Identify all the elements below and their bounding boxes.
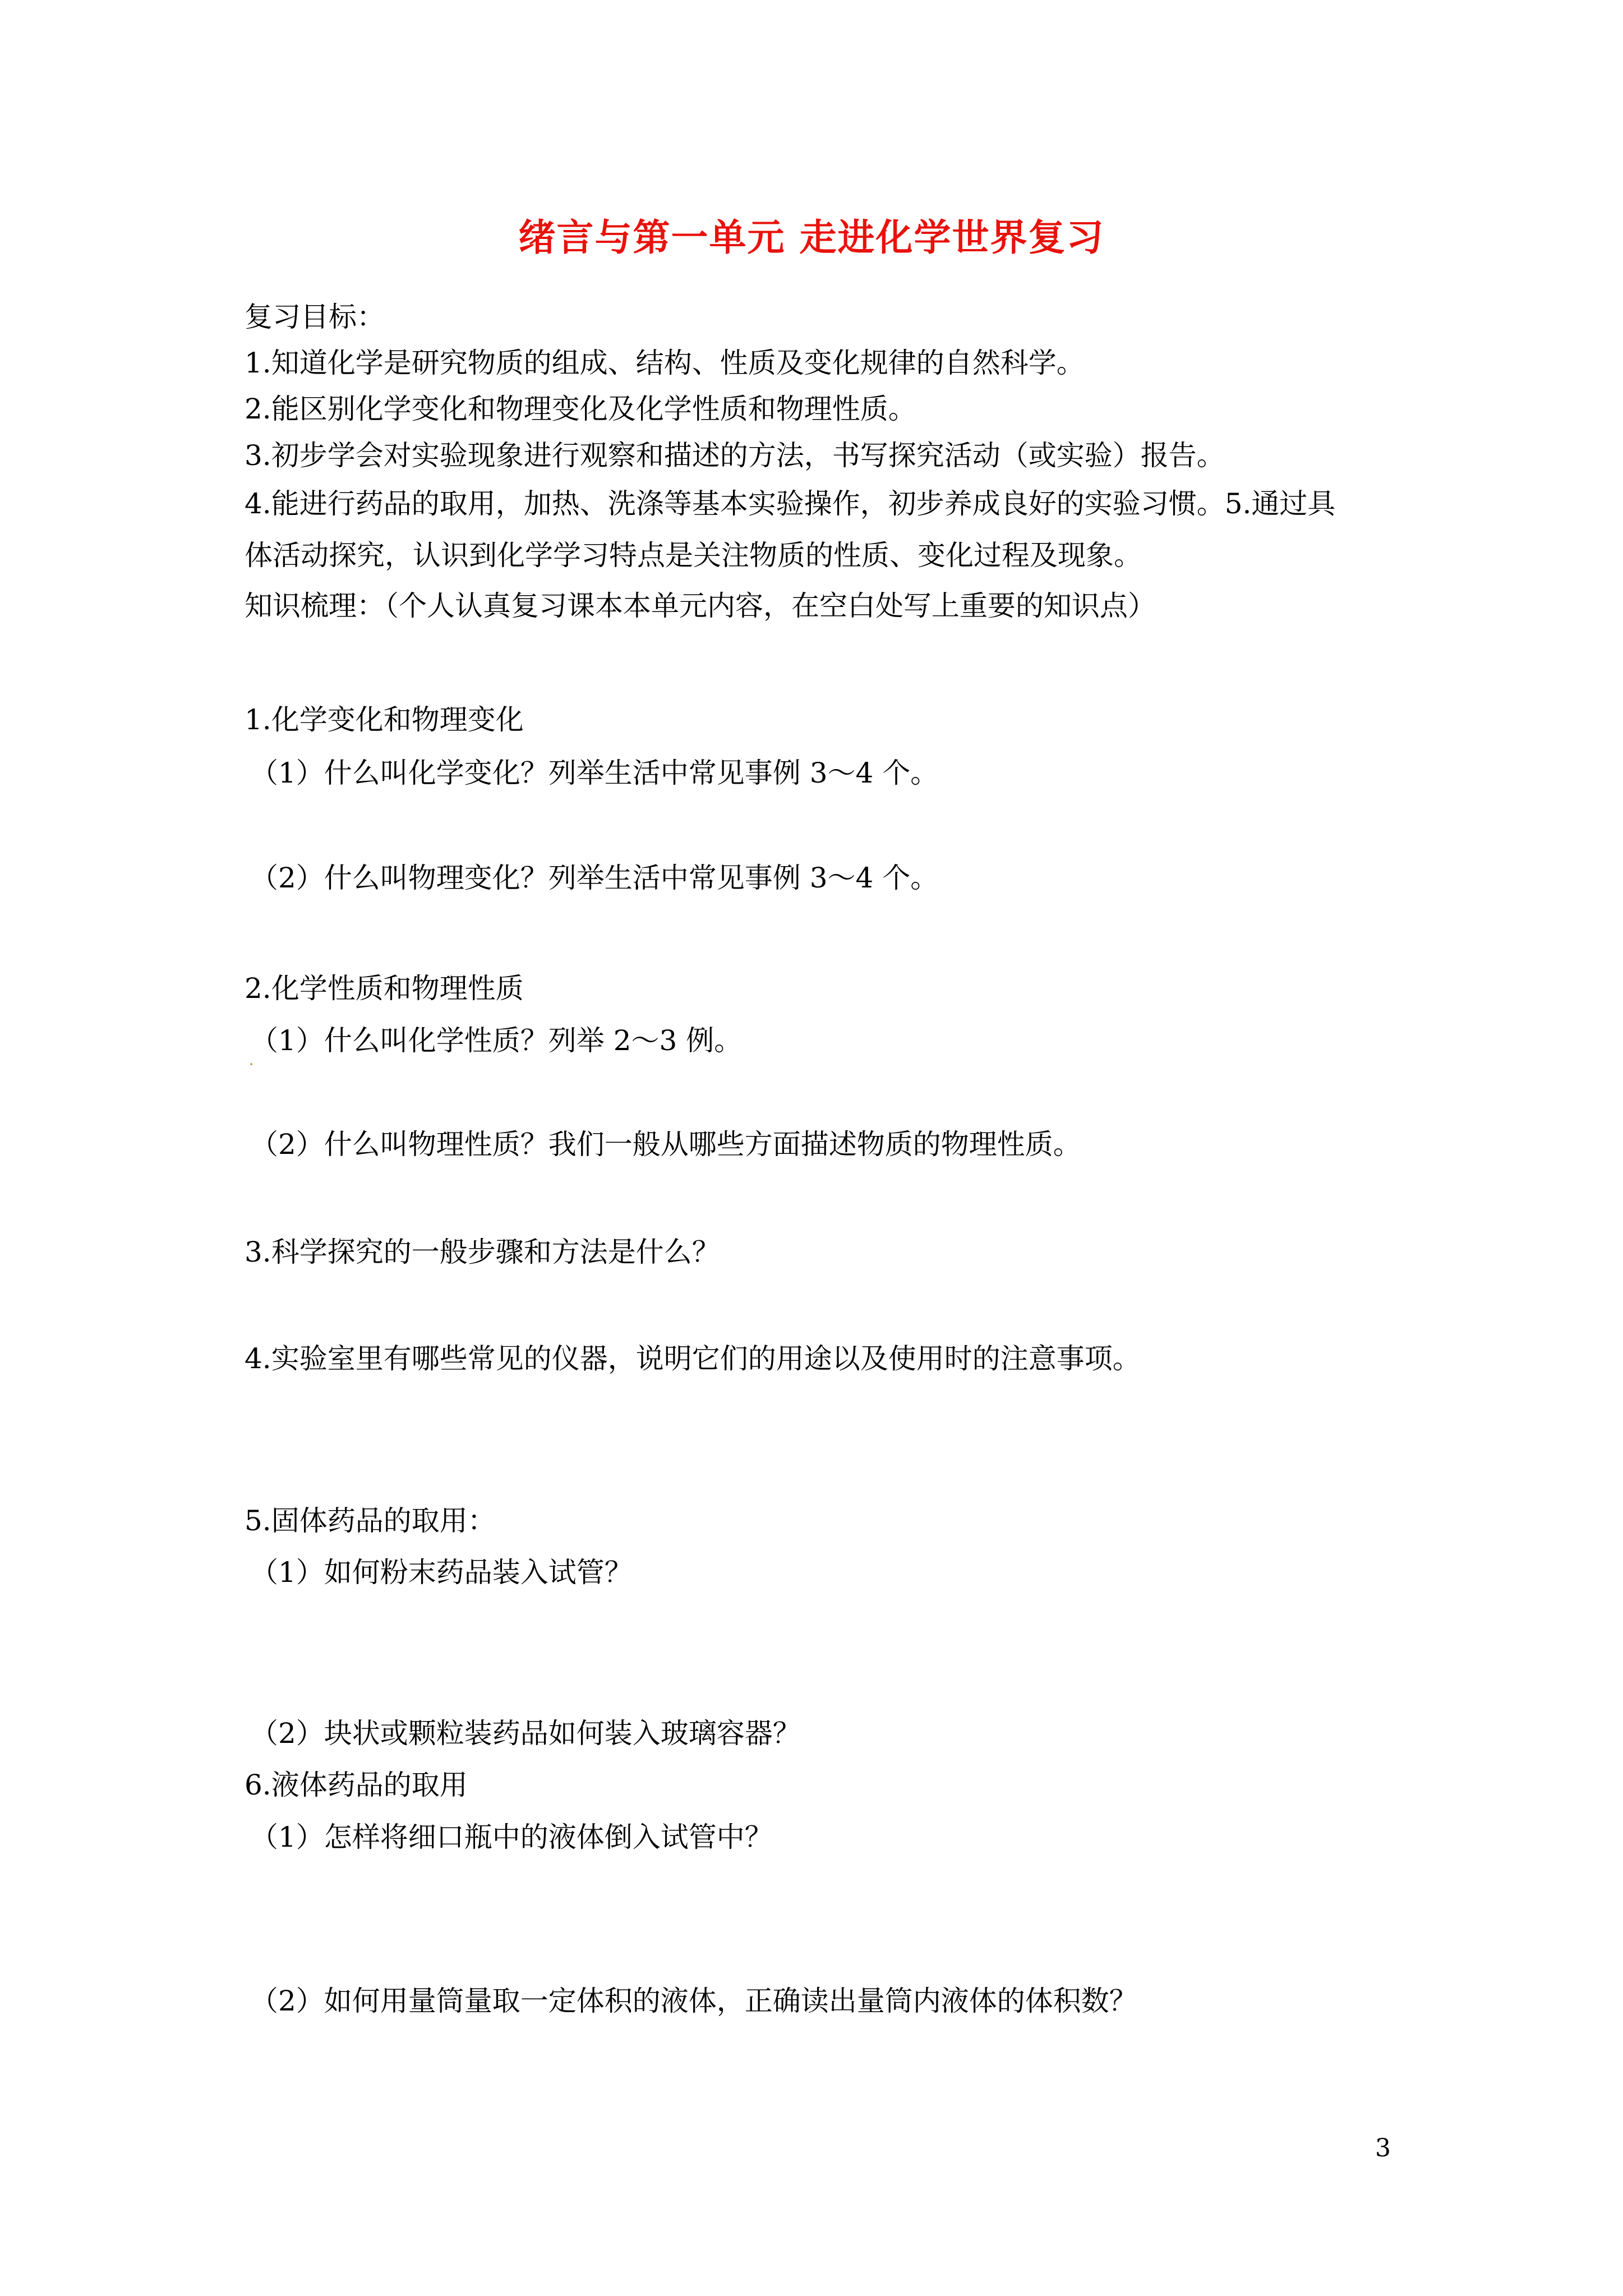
section-3-heading: 3.科学探究的一般步骤和方法是什么？ xyxy=(245,1236,720,1268)
goal-item-2: 2.能区别化学变化和物理变化及化学性质和物理性质。 xyxy=(245,393,916,425)
question-1-2: （2）什么叫物理变化？列举生活中常见事例 3～4 个。 xyxy=(250,862,939,894)
question-6-1: （1）怎样将细口瓶中的液体倒入试管中？ xyxy=(250,1821,773,1853)
knowledge-review-heading: 知识梳理：（个人认真复习课本本单元内容，在空白处写上重要的知识点） xyxy=(245,590,1156,622)
section-5-heading: 5.固体药品的取用： xyxy=(245,1504,496,1537)
goal-item-1: 1.知道化学是研究物质的组成、结构、性质及变化规律的自然科学。 xyxy=(245,347,1085,379)
question-2-1: （1）什么叫化学性质？列举 2～3 例。 xyxy=(250,1024,743,1057)
goal-item-4: 4.能进行药品的取用，加热、洗涤等基本实验操作，初步养成良好的实验习惯。5.通过具 xyxy=(245,487,1336,520)
question-5-1: （1）如何粉末药品装入试管？ xyxy=(250,1556,633,1589)
section-6-heading: 6.液体药品的取用 xyxy=(245,1769,468,1801)
question-6-2: （2）如何用量筒量取一定体积的液体，正确读出量筒内液体的体积数？ xyxy=(250,1985,1137,2017)
stray-mark xyxy=(250,1063,252,1065)
question-1-1: （1）什么叫化学变化？列举生活中常见事例 3～4 个。 xyxy=(250,757,939,789)
section-2-heading: 2.化学性质和物理性质 xyxy=(245,972,524,1005)
document-title: 绪言与第一单元 走进化学世界复习 xyxy=(518,215,1105,259)
section-1-heading: 1.化学变化和物理变化 xyxy=(245,703,524,736)
goal-item-5: 体活动探究，认识到化学学习特点是关注物质的性质、变化过程及现象。 xyxy=(245,539,1142,572)
question-5-2: （2）块状或颗粒装药品如何装入玻璃容器？ xyxy=(250,1717,801,1750)
section-4-heading: 4.实验室里有哪些常见的仪器，说明它们的用途以及使用时的注意事项。 xyxy=(245,1342,1141,1375)
goal-item-3: 3.初步学会对实验现象进行观察和描述的方法，书写探究活动（或实验）报告。 xyxy=(245,439,1225,472)
question-2-2: （2）什么叫物理性质？我们一般从哪些方面描述物质的物理性质。 xyxy=(250,1128,1081,1161)
review-goals-heading: 复习目标： xyxy=(245,301,385,333)
page-number: 3 xyxy=(1375,2134,1391,2162)
